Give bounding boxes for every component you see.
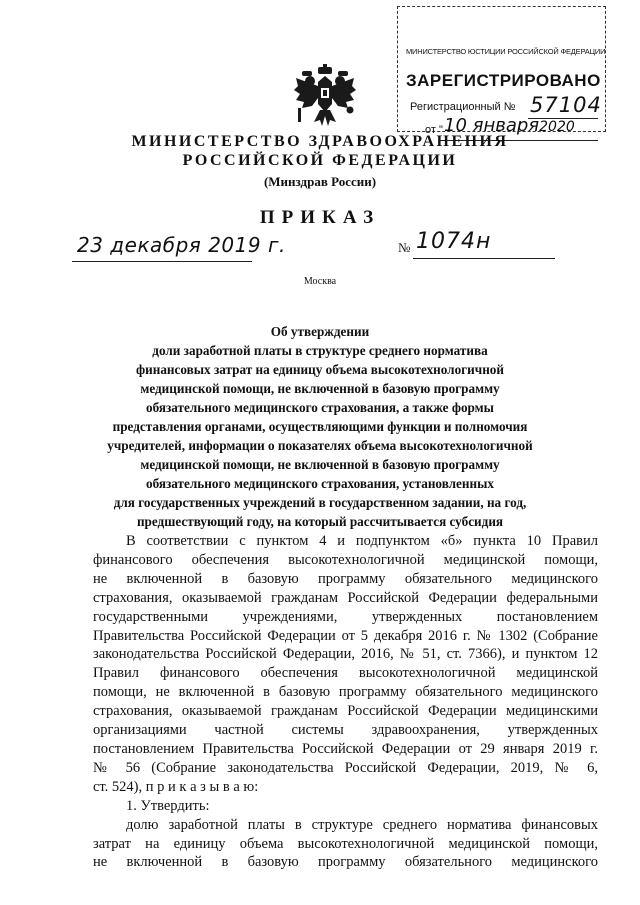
stamp-status: ЗАРЕГИСТРИРОВАНО — [406, 71, 601, 90]
order-body — [93, 532, 598, 872]
stamp-reg-number-label: Регистрационный № — [410, 101, 516, 113]
body-line: страхования, оказываемой гражданам Российской Федерации медицинскими — [93, 703, 598, 720]
body-line: 1. Утвердить: — [126, 797, 210, 814]
city: Москва — [303, 276, 337, 287]
body-line: затрат на единицу объема высокотехнологичной медицинской помощи, — [93, 835, 598, 852]
subject-line: финансовых затрат на единицу объема высокотехнологичной — [136, 362, 504, 377]
ministry-name — [0, 132, 640, 170]
body-line: постановлением Правительства Российской Федерации от 29 января 2019 г. — [93, 740, 598, 757]
number-underline — [413, 258, 555, 259]
body-line: страхования, оказываемой гражданам Российской Федерации федеральными — [93, 589, 598, 606]
body-line: № 56 (Собрание законодательства Российской Федерации, 2019, № 6, — [93, 759, 598, 776]
body-line: помощи, не включенной в базовую программу обязательного медицинского — [93, 684, 598, 701]
body-line: Правительства Российской Федерации от 5 декабря 2016 г. № 1302 (Собрание — [93, 627, 598, 644]
order-date: 23 декабря 2019 г. — [77, 233, 286, 257]
order-subject — [0, 322, 640, 531]
stamp-date-label: от " — [425, 124, 443, 136]
subject-line: обязательного медицинского страхования, а также формы — [146, 400, 494, 415]
body-line: финансового обеспечения высокотехнологичной медицинской помощи, — [93, 551, 598, 568]
body-line: В соответствии с пунктом 4 и подпунктом «б» пункта 10 Правил — [126, 533, 598, 549]
subject-line: представления органами, осуществляющими функции и полномочия — [112, 419, 528, 434]
registration-stamp — [397, 6, 606, 136]
date-underline — [72, 261, 252, 262]
body-line: долю заработной платы в структуре среднего норматива финансовых — [126, 816, 598, 833]
body-line: организациями частной системы здравоохранения, утвержденных — [93, 722, 598, 739]
ministry-line-1: МИНИСТЕРСТВО ЗДРАВООХРАНЕНИЯ — [131, 133, 509, 150]
ministry-short-name: (Минздрав России) — [263, 174, 377, 189]
subject-line: обязательного медицинского страхования, установленных — [146, 476, 494, 491]
body-line: государственными учреждениями, утвержденных постановлением — [93, 608, 598, 625]
order-number-label: № — [398, 240, 411, 255]
stamp-reg-number: 57104 — [530, 93, 602, 117]
body-line: Правил финансового обеспечения высокотехнологичной медицинской — [93, 665, 598, 682]
body-line: не включенной в базовую программу обязательного медицинского — [93, 570, 598, 587]
subject-line: Об утверждении — [270, 324, 370, 339]
coat-of-arms-icon — [294, 64, 356, 130]
ministry-line-2: РОССИЙСКОЙ ФЕДЕРАЦИИ — [182, 152, 458, 169]
body-line: ст. 524), п р и к а з ы в а ю: — [93, 778, 259, 795]
stamp-organization: МИНИСТЕРСТВО ЮСТИЦИИ РОССИЙСКОЙ ФЕДЕРАЦИИ — [406, 47, 606, 56]
body-line: не включенной в базовую программу обязательного медицинского — [93, 854, 598, 871]
subject-line: доли заработной платы в структуре среднего норматива — [152, 343, 488, 358]
document-type: ПРИКАЗ — [259, 207, 381, 228]
subject-line: учредителей, информации о показателях объема высокотехнологичной — [107, 438, 533, 453]
subject-line: медицинской помощи, не включенной в базовую программу — [140, 457, 500, 472]
body-line: законодательства Российской Федерации, 2016, № 51, ст. 7366), и пунктом 12 — [93, 646, 598, 663]
subject-line: медицинской помощи, не включенной в базовую программу — [140, 381, 500, 396]
order-number: 1074н — [416, 229, 492, 254]
subject-line: предшествующий году, на который рассчитывается субсидия — [136, 514, 504, 529]
stamp-date: 10 января2020 — [444, 115, 575, 136]
subject-line: для государственных учреждений в государственном задании, на год, — [113, 495, 527, 510]
